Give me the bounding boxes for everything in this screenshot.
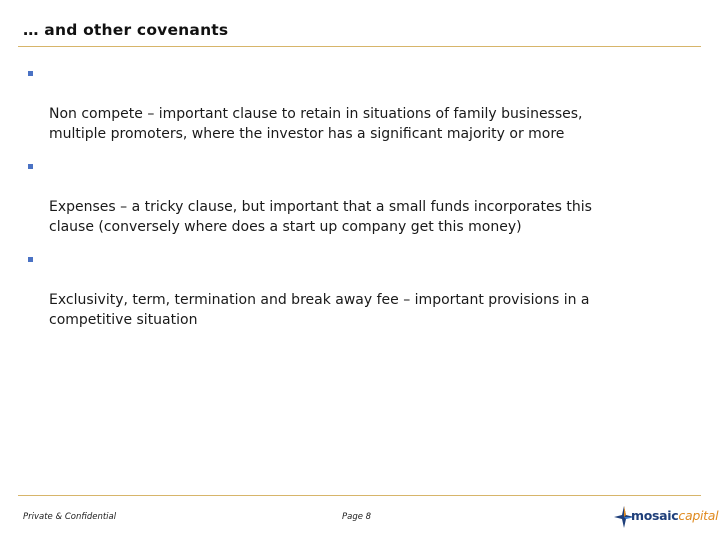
square-bullet-icon — [28, 71, 33, 76]
title-divider — [18, 46, 701, 47]
bullet-list — [28, 64, 688, 343]
bullet-text: Non compete – important clause to retain in situations of family businesses, multiple promoters, where the investor has a significant majority or more — [49, 106, 583, 142]
bullet-item — [28, 157, 688, 237]
square-bullet-icon — [28, 164, 33, 169]
bullet-text: Exclusivity, term, termination and break away fee – important provisions in a competitive situation — [49, 292, 590, 328]
bullet-item — [28, 64, 688, 144]
bullet-text: Expenses – a tricky clause, but important that a small funds incorporates this clause (conversely where does a start up company get this money) — [49, 199, 592, 235]
bullet-item — [28, 250, 688, 330]
page-number: Page 8 — [342, 512, 372, 522]
confidentiality-note: Private & Confidential — [23, 512, 117, 522]
logo-wordmark — [631, 508, 718, 523]
mosaic-capital-logo — [613, 505, 719, 529]
footer-divider — [18, 495, 701, 496]
logo-word-mosaic: mosaic — [631, 508, 679, 523]
logo-word-capital: capital — [678, 508, 719, 523]
square-bullet-icon — [28, 257, 33, 262]
slide-title: … and other covenants — [23, 21, 229, 39]
